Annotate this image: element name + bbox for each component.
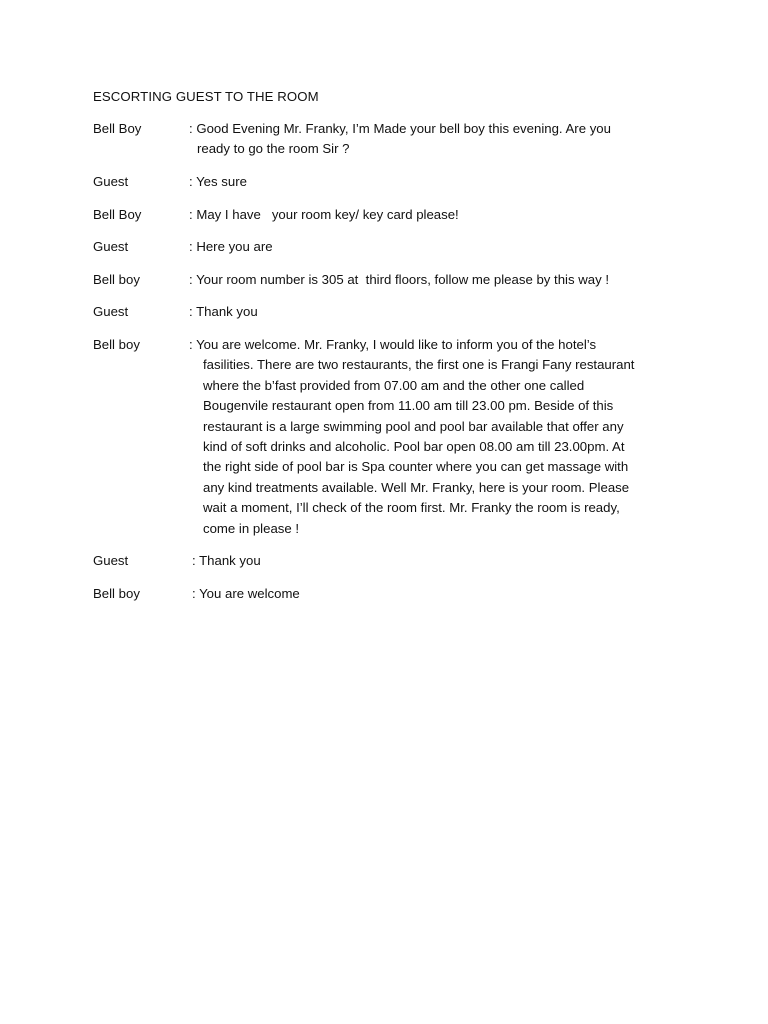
dialogue-line: restaurant is a large swimming pool and pool bar available that offer any bbox=[203, 418, 624, 434]
speaker-label: Guest bbox=[93, 174, 129, 189]
dialogue-line: Bougenvile restaurant open from 11.00 am till 23.00 pm. Beside of this bbox=[203, 398, 614, 414]
speaker-label: Guest bbox=[93, 304, 129, 319]
dialogue-line: : May I have your room key/ key card please! bbox=[189, 207, 459, 222]
speaker-label: Guest bbox=[93, 553, 129, 568]
dialogue-line: : You are welcome bbox=[192, 586, 300, 601]
speaker-label: Bell boy bbox=[93, 337, 140, 352]
speaker-label: Bell Boy bbox=[93, 207, 142, 222]
dialogue-line: ready to go the room Sir ? bbox=[197, 141, 350, 157]
dialogue-line: : Good Evening Mr. Franky, I’m Made your bell boy this evening. Are you bbox=[189, 121, 611, 136]
dialogue-line: any kind treatments available. Well Mr. Franky, here is your room. Please bbox=[203, 479, 630, 495]
dialogue-line: wait a moment, I’ll check of the room first. Mr. Franky the room is ready, bbox=[203, 500, 620, 516]
speaker-label: Bell boy bbox=[93, 272, 140, 287]
speaker-label: Bell boy bbox=[93, 586, 140, 601]
dialogue-line: where the b’fast provided from 07.00 am and the other one called bbox=[203, 377, 585, 393]
dialogue-line: : Thank you bbox=[192, 553, 261, 568]
dialogue-line: : Here you are bbox=[189, 239, 273, 254]
document-title: ESCORTING GUEST TO THE ROOM bbox=[93, 89, 319, 104]
dialogue-line: : Thank you bbox=[189, 304, 258, 319]
dialogue-line: fasilities. There are two restaurants, the first one is Frangi Fany restaurant bbox=[203, 357, 635, 373]
dialogue-line: : You are welcome. Mr. Franky, I would like to inform you of the hotel’s bbox=[189, 337, 597, 352]
dialogue-line: come in please ! bbox=[203, 520, 300, 536]
dialogue-line: : Yes sure bbox=[189, 174, 247, 189]
speaker-label: Bell Boy bbox=[93, 121, 142, 136]
dialogue-line: : Your room number is 305 at third floors, follow me please by this way ! bbox=[189, 272, 610, 287]
speaker-label: Guest bbox=[93, 239, 129, 254]
dialogue-line: kind of soft drinks and alcoholic. Pool bar open 08.00 am till 23.00pm. At bbox=[203, 439, 625, 454]
dialogue-line: the right side of pool bar is Spa counter where you can get massage with bbox=[203, 459, 629, 475]
